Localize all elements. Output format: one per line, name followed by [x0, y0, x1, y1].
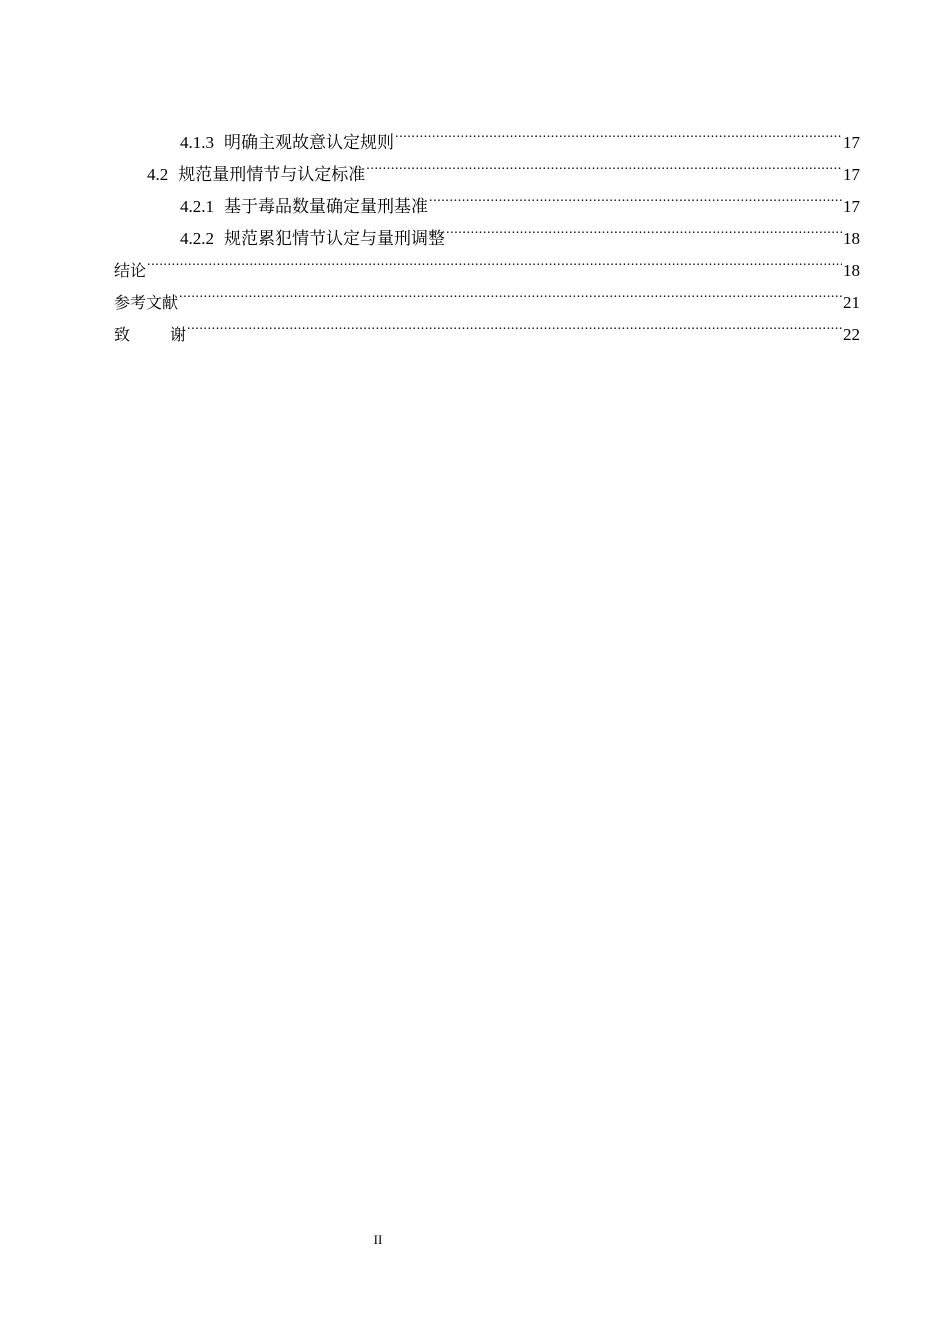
toc-entry-title: 基于毒品数量确定量刑基准: [224, 197, 428, 216]
toc-dot-leader: [446, 212, 842, 244]
toc-entry-acknowledgements[interactable]: [114, 308, 860, 344]
toc-entry-title: 规范累犯情节认定与量刑调整: [224, 229, 445, 248]
toc-entry-number: 4.2.1: [180, 197, 214, 216]
toc-entry-title: 明确主观故意认定规则: [224, 133, 394, 152]
toc-entry-number: 4.2: [147, 165, 169, 184]
toc-entry-conclusion[interactable]: [114, 244, 860, 280]
toc-entry-page: 17: [843, 197, 860, 216]
toc-entry-page: 17: [843, 133, 860, 152]
toc-dot-leader: [395, 116, 842, 148]
toc-dot-leader: [179, 276, 842, 308]
toc-entry-page: 18: [843, 229, 860, 248]
toc-dot-leader: [429, 180, 842, 212]
toc-entry-title-part: 致: [114, 325, 131, 344]
page-number: II: [373, 1232, 383, 1247]
toc-entry-page: 21: [843, 293, 860, 312]
toc-entry-page: 18: [843, 261, 860, 280]
toc-entry-title: 规范量刑情节与认定标准: [178, 165, 366, 184]
toc-entry-references[interactable]: [114, 276, 860, 312]
table-of-contents: [114, 116, 860, 344]
toc-entry-title: 参考文献: [114, 293, 179, 312]
toc-dot-leader: [187, 308, 842, 340]
toc-entry-title: 结论: [114, 261, 147, 280]
toc-entry-number: 4.1.3: [180, 133, 214, 152]
toc-entry-page: 17: [843, 165, 860, 184]
toc-entry-title: [114, 319, 186, 351]
toc-entry-number: 4.2.2: [180, 229, 214, 248]
toc-dot-leader: [147, 244, 842, 276]
toc-dot-leader: [366, 148, 842, 180]
toc-entry-title-part: 谢: [170, 325, 187, 344]
toc-entry-4-1-3[interactable]: [114, 116, 860, 152]
toc-entry-page: 22: [843, 325, 860, 344]
